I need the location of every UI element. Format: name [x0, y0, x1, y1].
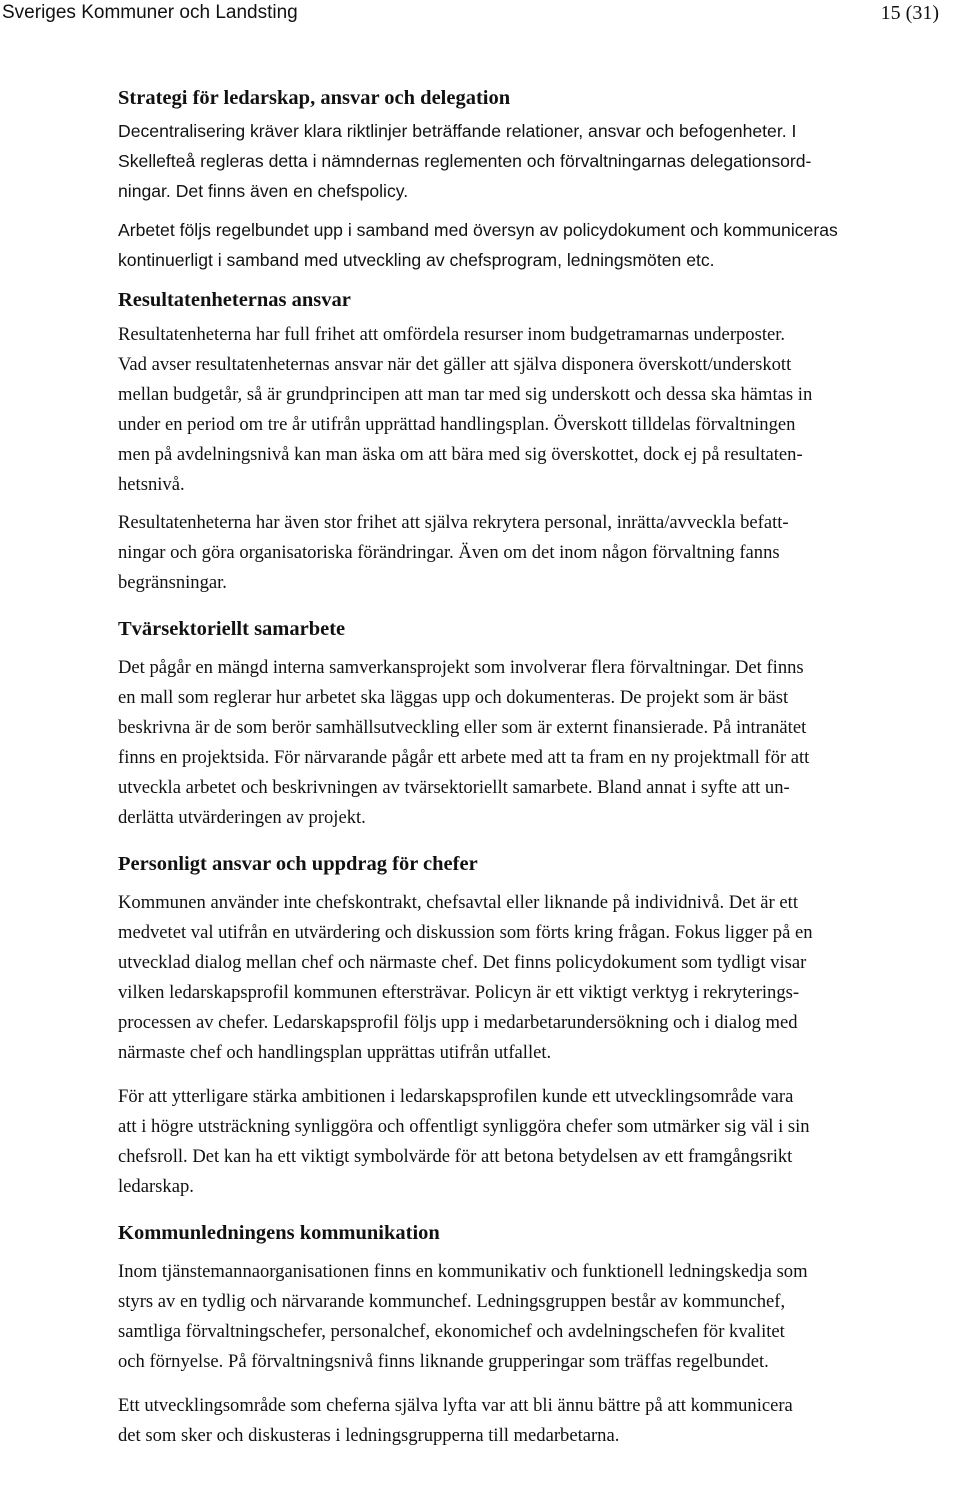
- text-line: ledarskap.: [118, 1176, 194, 1197]
- paragraph: [118, 1391, 958, 1451]
- text-line: under en period om tre år utifrån upprättad handlingsplan. Överskott tilldelas förvaltningen: [118, 414, 796, 435]
- paragraph: [118, 320, 958, 500]
- text-line: mellan budgetår, så är grundprincipen att man tar med sig underskott och dessa ska hämtas in: [118, 384, 813, 405]
- paragraph: [118, 653, 958, 833]
- paragraph: [118, 1082, 958, 1202]
- text-line: vilken ledarskapsprofil kommunen eftersträvar. Policyn är ett viktigt verktyg i rekryterings-: [118, 982, 800, 1003]
- text-line: chefsroll. Det kan ha ett viktigt symbolvärde för att betona betydelsen av ett framgångsrikt: [118, 1146, 793, 1167]
- section-strategi: [118, 83, 958, 275]
- text-line: kontinuerligt i samband med utveckling av chefsprogram, ledningsmöten etc.: [118, 250, 715, 270]
- text-line: samtliga förvaltningschefer, personalchef, ekonomichef och avdelningschefen för kvalitet: [118, 1321, 785, 1342]
- text-line: Vad avser resultatenheternas ansvar när det gäller att själva disponera överskott/underskott: [118, 354, 792, 375]
- text-line: Decentralisering kräver klara riktlinjer beträffande relationer, ansvar och befogenheter. I: [118, 121, 797, 141]
- text-line: styrs av en tydlig och närvarande kommunchef. Ledningsgruppen består av kommunchef,: [118, 1291, 786, 1312]
- section-kommunledningens-kommunikation: [118, 1218, 958, 1451]
- text-line: ningar. Det finns även en chefspolicy.: [118, 181, 409, 201]
- section-heading: Personligt ansvar och uppdrag för chefer: [118, 853, 478, 875]
- text-line: Skellefteå regleras detta i nämndernas reglementen och förvaltningarnas delegationsord-: [118, 151, 812, 171]
- text-line: processen av chefer. Ledarskapsprofil följs upp i medarbetarundersökning och i dialog med: [118, 1012, 798, 1033]
- text-line: det som sker och diskusteras i ledningsgrupperna till medarbetarna.: [118, 1425, 620, 1446]
- section-resultatenheternas-ansvar: [118, 285, 958, 598]
- text-line: ningar och göra organisatoriska förändringar. Även om det inom någon förvaltning fanns: [118, 542, 780, 563]
- paragraph: [118, 1257, 958, 1377]
- text-line: derlätta utvärderingen av projekt.: [118, 807, 366, 828]
- paragraph: [118, 215, 958, 275]
- section-personligt-ansvar: [118, 849, 958, 1202]
- text-line: begränsningar.: [118, 572, 227, 593]
- text-line: finns en projektsida. För närvarande pågår ett arbete med att ta fram en ny projektmall för att: [118, 747, 810, 768]
- section-tvarsektoriellt-samarbete: [118, 614, 958, 833]
- section-heading: Resultatenheternas ansvar: [118, 289, 351, 311]
- text-line: medvetet val utifrån en utvärdering och diskussion som förts kring frågan. Fokus ligger på en: [118, 922, 813, 943]
- text-line: och förnyelse. På förvaltningsnivå finns liknande grupperingar som träffas regelbundet.: [118, 1351, 769, 1372]
- text-line: Det pågår en mängd interna samverkansprojekt som involverar flera förvaltningar. Det finns: [118, 657, 804, 678]
- section-heading: Kommunledningens kommunikation: [118, 1222, 440, 1244]
- text-line: hetsnivå.: [118, 474, 185, 495]
- text-line: en mall som reglerar hur arbetet ska läggas upp och dokumenteras. De projekt som är bäst: [118, 687, 789, 708]
- document-body: [118, 82, 958, 1451]
- section-heading: Strategi för ledarskap, ansvar och delegation: [118, 87, 511, 109]
- text-line: Ett utvecklingsområde som cheferna själva lyfta var att bli ännu bättre på att kommunicera: [118, 1395, 793, 1416]
- text-line: Arbetet följs regelbundet upp i samband med översyn av policydokument och kommuniceras: [118, 220, 838, 240]
- text-line: Inom tjänstemannaorganisationen finns en kommunikativ och funktionell ledningskedja som: [118, 1261, 808, 1282]
- text-line: beskrivna är de som berör samhällsutveckling eller som är externt finansierade. På intranätet: [118, 717, 807, 738]
- section-heading: Tvärsektoriellt samarbete: [118, 618, 346, 640]
- text-line: att i högre utsträckning synliggöra och offentligt synliggöra chefer som utmärker sig väl i sin: [118, 1116, 810, 1137]
- header-organization: Sveriges Kommuner och Landsting: [2, 2, 298, 23]
- paragraph: [118, 116, 958, 206]
- header-page-number: 15 (31): [880, 2, 939, 24]
- text-line: Resultatenheterna har även stor frihet att själva rekrytera personal, inrätta/avveckla befatt-: [118, 512, 789, 533]
- text-line: men på avdelningsnivå kan man äska om att bära med sig överskottet, dock ej på resultaten-: [118, 444, 803, 465]
- page-header: [0, 0, 960, 30]
- text-line: Kommunen använder inte chefskontrakt, chefsavtal eller liknande på individnivå. Det är ett: [118, 892, 798, 913]
- text-line: närmaste chef och handlingsplan upprättas utifrån utfallet.: [118, 1042, 552, 1063]
- text-line: utvecklad dialog mellan chef och närmaste chef. Det finns policydokument som tydligt visar: [118, 952, 807, 973]
- text-line: Resultatenheterna har full frihet att omfördela resurser inom budgetramarnas underposter.: [118, 324, 786, 345]
- paragraph: [118, 508, 958, 598]
- text-line: utveckla arbetet och beskrivningen av tvärsektoriellt samarbete. Bland annat i syfte att un-: [118, 777, 790, 798]
- text-line: För att ytterligare stärka ambitionen i ledarskapsprofilen kunde ett utvecklingsområde vara: [118, 1086, 794, 1107]
- paragraph: [118, 888, 958, 1068]
